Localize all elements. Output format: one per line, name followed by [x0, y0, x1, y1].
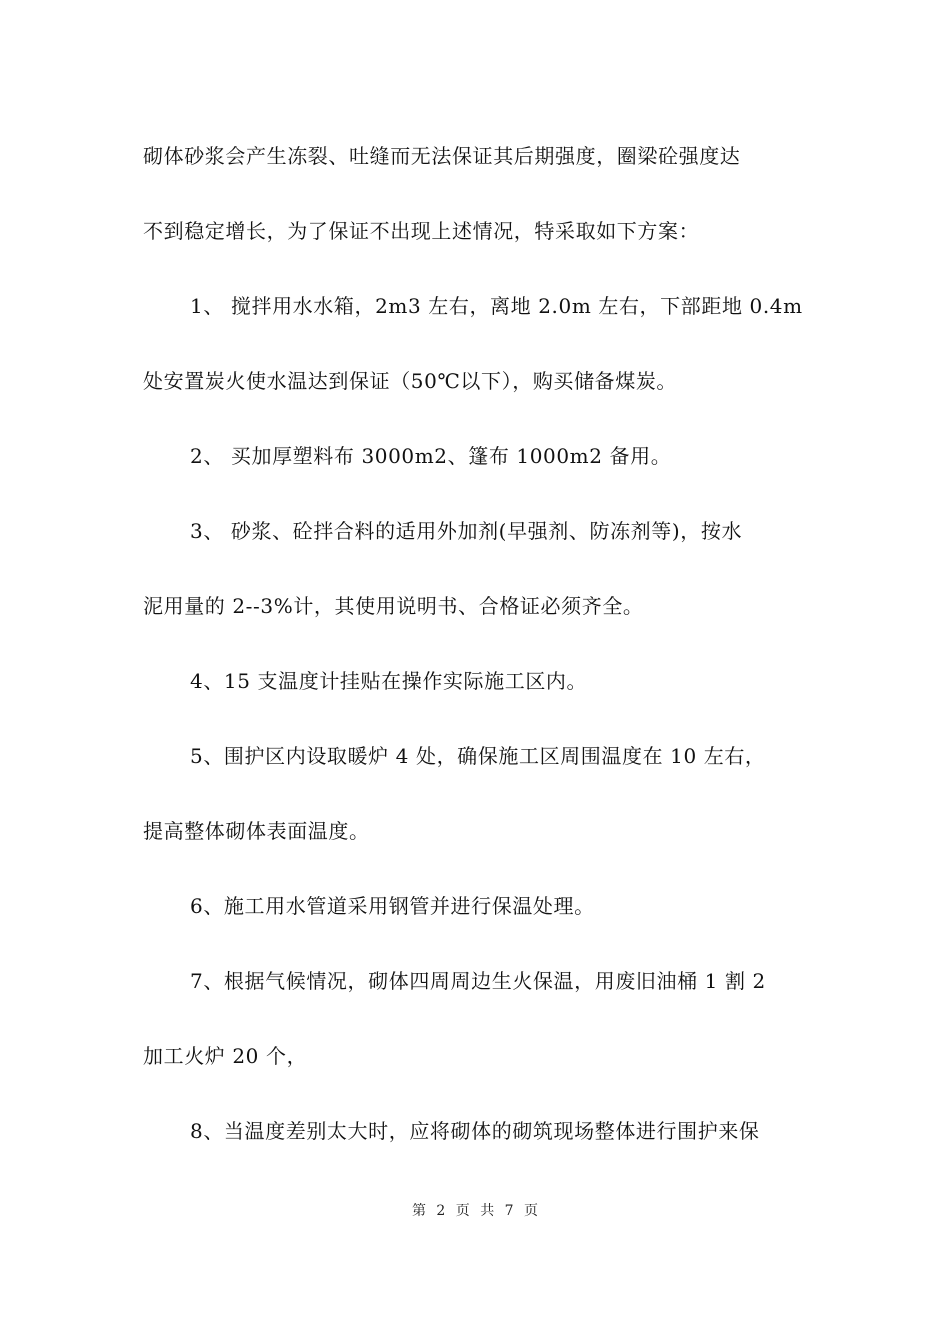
list-item-7-continuation: 加工火炉 20 个， [143, 1044, 308, 1068]
paragraph-line: 不到稳定增长，为了保证不出现上述情况，特采取如下方案： [143, 219, 700, 243]
list-item-4-line: 4、15 支温度计挂贴在操作实际施工区内。 [190, 669, 588, 693]
list-item-3-line: 3、 砂浆、砼拌合料的适用外加剂(早强剂、防冻剂等)，按水 [190, 519, 743, 543]
list-item-8-line: 8、当温度差别太大时，应将砌体的砌筑现场整体进行围护来保 [190, 1119, 760, 1143]
paragraph-line: 砌体砂浆会产生冻裂、吐缝而无法保证其后期强度，圈梁砼强度达 [143, 144, 741, 168]
list-item-5-line: 5、围护区内设取暖炉 4 处，确保施工区周围温度在 10 左右， [190, 744, 766, 768]
list-item-6-line: 6、施工用水管道采用钢管并进行保温处理。 [190, 894, 595, 918]
list-item-3-continuation: 泥用量的 2--3%计，其使用说明书、合格证必须齐全。 [143, 594, 644, 618]
list-item-5-continuation: 提高整体砌体表面温度。 [143, 819, 370, 843]
list-item-1-line: 1、 搅拌用水水箱，2m3 左右，离地 2.0m 左右，下部距地 0.4m [190, 294, 803, 318]
page-number-footer: 第 2 页 共 7 页 [411, 1203, 539, 1219]
list-item-1-continuation: 处安置炭火使水温达到保证（50℃以下），购买储备煤炭。 [143, 369, 678, 393]
list-item-7-line: 7、根据气候情况，砌体四周周边生火保温，用废旧油桶 1 割 2 [190, 969, 766, 993]
list-item-2-line: 2、 买加厚塑料布 3000m2、篷布 1000m2 备用。 [190, 444, 672, 468]
